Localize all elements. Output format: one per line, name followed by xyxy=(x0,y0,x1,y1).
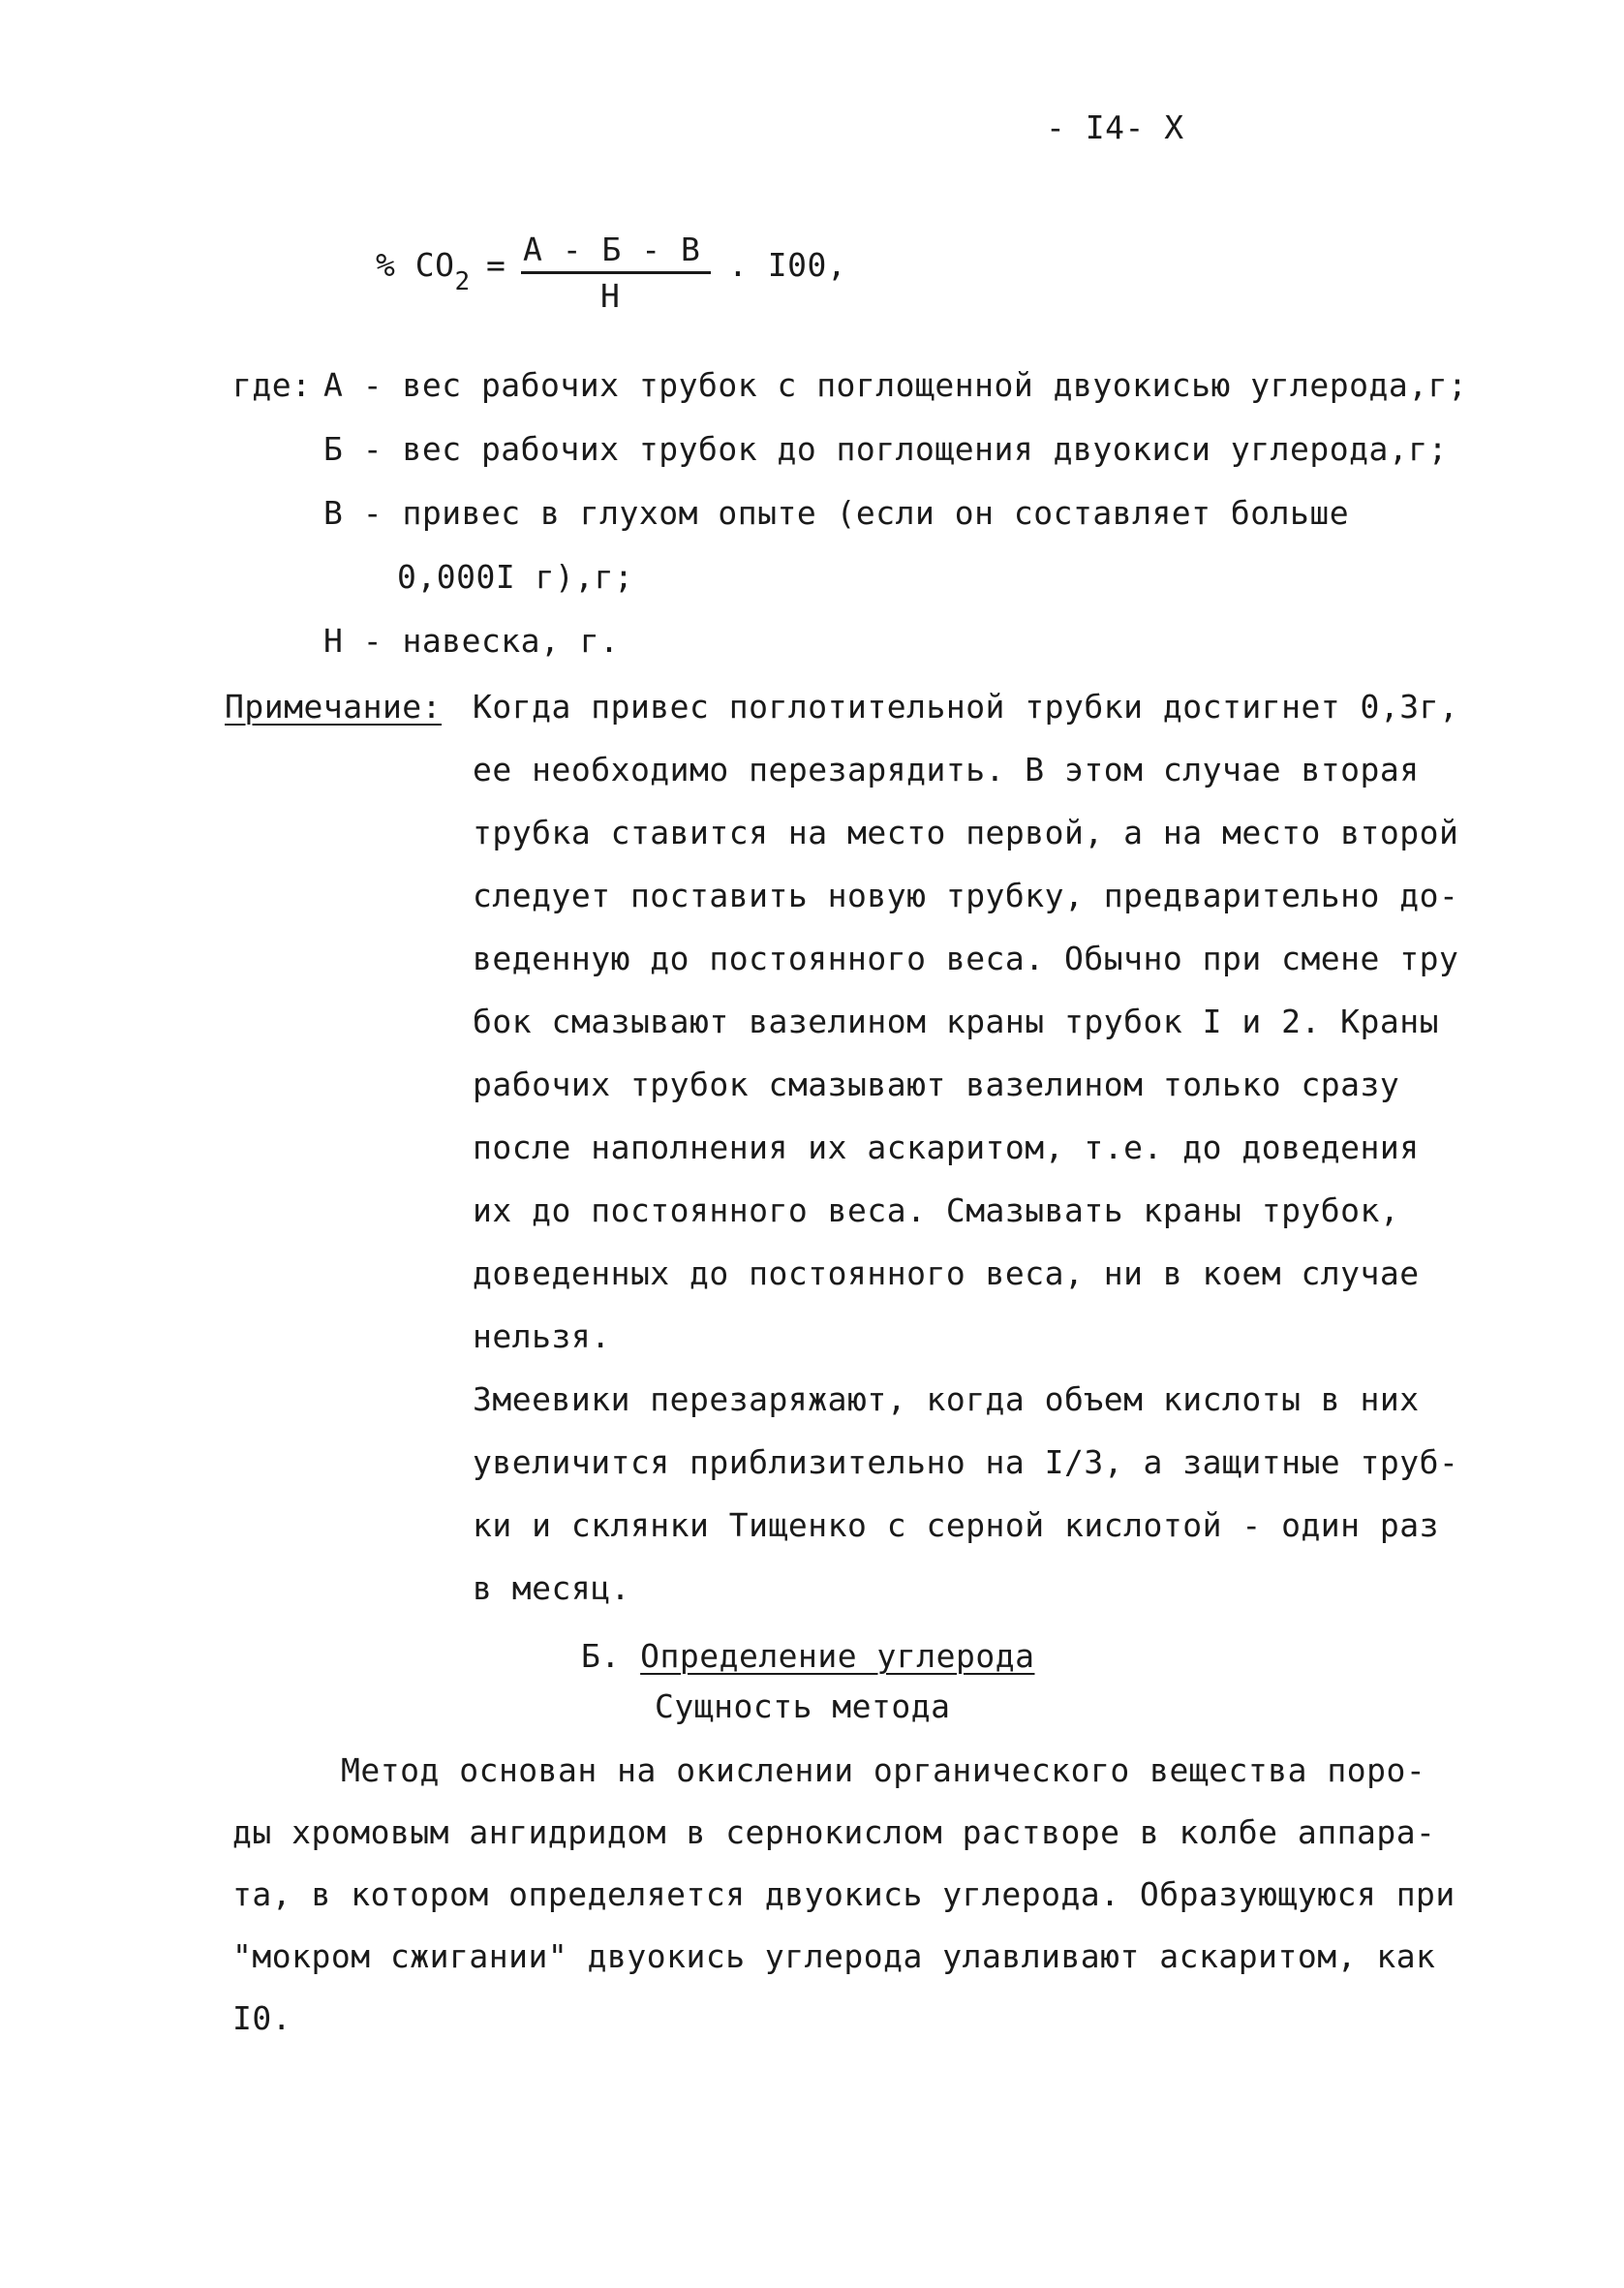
note-line: рабочих трубок смазывают вазелином только сразу xyxy=(473,1066,1400,1103)
body-line: Метод основан на окислении органического вещества поро- xyxy=(341,1751,1426,1789)
note-line: увеличится приблизительно на I/3, а защитные труб- xyxy=(473,1443,1459,1481)
definition-item: В - привес в глухом опыте (если он составляет больше xyxy=(323,494,1350,532)
body-line: ды хромовым ангидридом в сернокислом растворе в колбе аппара- xyxy=(232,1813,1436,1851)
section-subtitle: Сущность метода xyxy=(655,1687,951,1725)
note-line: веденную до постоянного веса. Обычно при смене тру xyxy=(473,940,1459,977)
note-line: нельзя. xyxy=(473,1317,611,1355)
definition-item: Б - вес рабочих трубок до поглощения двуокиси углерода,г; xyxy=(323,430,1448,468)
body-line: "мокром сжигании" двуокись углерода улавливают аскаритом, как xyxy=(232,1937,1436,1975)
definition-item: Н - навеска, г. xyxy=(323,622,620,660)
body-line: та, в котором определяется двуокись углерода. Образующуюся при xyxy=(232,1875,1455,1913)
body-line: I0. xyxy=(232,1999,292,2037)
note-label: Примечание: xyxy=(225,688,443,726)
note-line: доведенных до постоянного веса, ни в коем случае xyxy=(473,1254,1420,1292)
note-line: их до постоянного веса. Смазывать краны трубок, xyxy=(473,1191,1400,1229)
formula-denominator: Н xyxy=(600,277,621,315)
note-line: ее необходимо перезарядить. В этом случае вторая xyxy=(473,751,1420,788)
note-line: Когда привес поглотительной трубки достигнет 0,3г, xyxy=(473,688,1459,726)
definition-item: А - вес рабочих трубок с поглощенной двуокисью углерода,г; xyxy=(323,366,1468,404)
formula-fraction-line xyxy=(521,271,711,274)
definition-lead: где: xyxy=(232,366,331,404)
note-line: после наполнения их аскаритом, т.е. до доведения xyxy=(473,1129,1420,1166)
section-title: Определение углерода xyxy=(640,1637,1035,1675)
formula-subscript: 2 xyxy=(454,267,471,296)
note-line: трубка ставится на место первой, а на место второй xyxy=(473,814,1459,851)
formula-lhs-text: % CO xyxy=(376,246,455,284)
formula-tail: . I00, xyxy=(728,246,847,284)
formula-equals: = xyxy=(486,246,506,284)
note-line: Змеевики перезаряжают, когда объем кислоты в них xyxy=(473,1380,1420,1418)
note-line: бок смазывают вазелином краны трубок I и 2. Краны xyxy=(473,1003,1440,1040)
page-number: - I4- X xyxy=(1046,108,1184,146)
note-line: следует поставить новую трубку, предварительно до- xyxy=(473,877,1459,914)
definition-item: 0,000I г),г; xyxy=(397,558,634,596)
formula-lhs xyxy=(376,246,471,296)
formula-numerator: А - Б - В xyxy=(523,231,701,268)
note-line: ки и склянки Тищенко с серной кислотой - один раз xyxy=(473,1506,1440,1544)
section-heading-line xyxy=(581,1637,1034,1676)
note-line: в месяц. xyxy=(473,1569,630,1607)
section-prefix: Б. xyxy=(581,1637,641,1675)
